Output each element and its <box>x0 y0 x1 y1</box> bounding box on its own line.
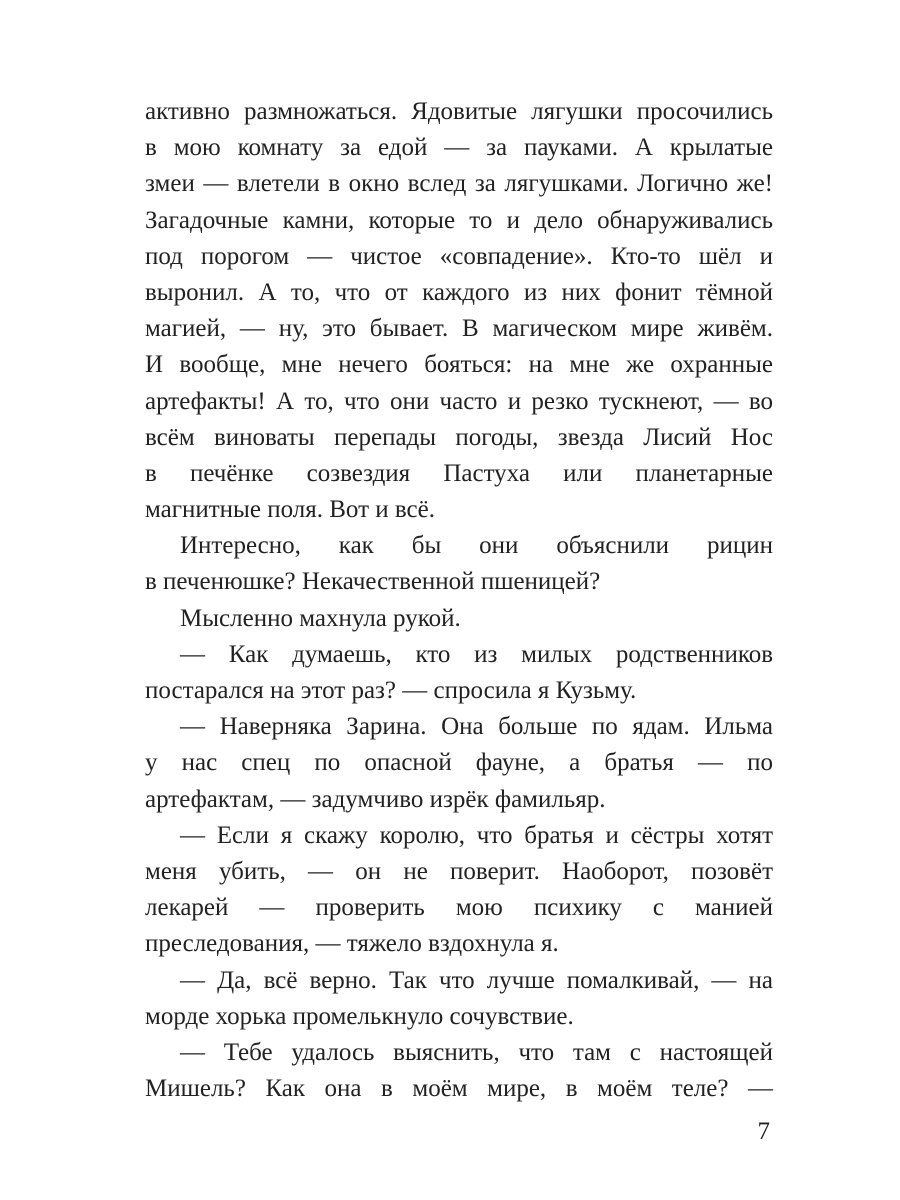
text-line: в печенюшке? Некачественной пшеницей? <box>145 568 601 596</box>
text-line: — Если я скажу королю, что братья и сёстры хотят <box>180 821 773 849</box>
body-text <box>145 92 773 1105</box>
text-line: Загадочные камни, которые то и дело обнаруживались <box>145 206 773 234</box>
text-line: меня убить, — он не поверит. Наоборот, позовёт <box>145 857 773 885</box>
text-line: в печёнке созвездия Пастуха или планетарные <box>145 459 773 487</box>
text-line: Мишель? Как она в моём мире, в моём теле? — <box>145 1075 773 1103</box>
text-line: в мою комнату за едой — за пауками. А крылатые <box>145 134 773 162</box>
text-line: активно размножаться. Ядовитые лягушки просочились <box>145 98 773 125</box>
text-line: всём виноваты перепады погоды, звезда Лисий Нос <box>145 423 773 451</box>
text-line: постарался на этот раз? — спросила я Кузьму. <box>145 677 637 704</box>
text-line: под порогом — чистое «совпадение». Кто-то шёл и <box>145 242 773 270</box>
text-line: преследования, — тяжело вздохнула я. <box>145 930 559 958</box>
text-line: морде хорька промелькнуло сочувствие. <box>145 1002 574 1030</box>
text-line: магнитные поля. Вот и всё. <box>145 496 435 524</box>
text-line: — Тебе удалось выяснить, что там с настоящей <box>180 1038 773 1066</box>
text-line: И вообще, мне нечего бояться: на мне же охранные <box>145 351 773 379</box>
text-line: артефактам, — задумчиво изрёк фамильяр. <box>145 785 606 813</box>
text-line: выронил. А то, что от каждого из них фонит тёмной <box>145 278 773 306</box>
text-line: лекарей — проверить мою психику с манией <box>145 894 773 922</box>
text-line: у нас спец по опасной фауне, а братья — по <box>145 749 773 777</box>
text-line: — Наверняка Зарина. Она больше по ядам. Ильма <box>180 713 773 741</box>
text-line: Интересно, как бы они объяснили рицин <box>180 532 773 560</box>
text-line: — Как думаешь, кто из милых родственников <box>180 640 773 668</box>
text-line: Мысленно махнула рукой. <box>180 604 461 632</box>
text-line: артефакты! А то, что они часто и резко тускнеют, — во <box>145 387 773 415</box>
text-line: змеи — влетели в окно вслед за лягушками. Логично же! <box>145 170 773 198</box>
page-number: 7 <box>757 1118 770 1145</box>
text-line: — Да, всё верно. Так что лучше помалкивай, — на <box>180 966 773 994</box>
text-line: магией, — ну, это бывает. В магическом мире живём. <box>145 315 773 343</box>
